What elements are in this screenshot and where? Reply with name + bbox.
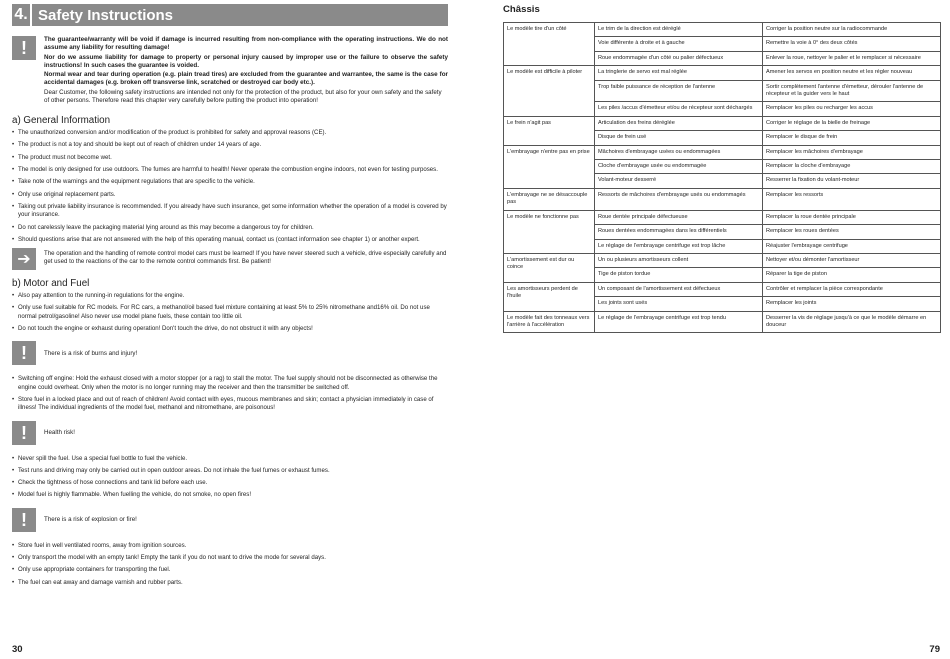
exclamation-icon: !: [12, 341, 36, 365]
cause-cell: Roue endommagée d'un côté ou palier défectueux: [595, 51, 763, 65]
remedy-cell: Desserrer la vis de réglage jusqu'à ce que le modèle démarre en douceur: [763, 311, 941, 333]
remedy-cell: Sortir complètement l'antenne d'émetteur, dérouler l'antenne de récepteur et la guider vers le haut: [763, 80, 941, 102]
motor-list-d: [12, 542, 448, 587]
section-title: Safety Instructions: [38, 6, 174, 24]
table-row: [504, 253, 941, 267]
list-item: • Only use original replacement parts.: [12, 191, 448, 199]
list-item: • Do not carelessly leave the packaging material lying around as this may become a dangerous toy for children.: [12, 224, 448, 232]
exclamation-icon: !: [12, 36, 36, 60]
troubleshooting-table: [503, 22, 941, 333]
remedy-cell: Réparer la tige de piston: [763, 268, 941, 282]
symptom-cell: Le modèle ne fonctionne pas: [504, 210, 595, 253]
list-item: • Should questions arise that are not answered with the help of this operating manual, contact us (contact information see chapter 1) or another expert.: [12, 236, 448, 244]
list-item: • Take note of the warnings and the equipment regulations that are specific to the vehicle.: [12, 178, 448, 186]
remedy-cell: Remplacer le disque de frein: [763, 131, 941, 145]
remedy-cell: Remettre la voie à 0° des deux côtés: [763, 37, 941, 51]
cause-cell: Disque de frein usé: [595, 131, 763, 145]
table-row: [504, 282, 941, 296]
operation-note: [12, 248, 448, 270]
list-item: • The product is not a toy and should be kept out of reach of children under 14 years of age.: [12, 141, 448, 149]
cause-cell: Un ou plusieurs amortisseurs collent: [595, 253, 763, 267]
table-row: [504, 311, 941, 333]
health-warning: [12, 421, 448, 445]
list-item: • Only use appropriate containers for transporting the fuel.: [12, 566, 448, 574]
warning-text: There is a risk of burns and injury!: [44, 349, 138, 357]
remedy-cell: Remplacer les piles ou recharger les accus: [763, 102, 941, 116]
remedy-cell: Nettoyer et/ou démonter l'amortisseur: [763, 253, 941, 267]
cause-cell: La tringlerie de servo est mal réglée: [595, 66, 763, 80]
section-header: [12, 4, 448, 26]
left-page: [12, 4, 448, 591]
remedy-cell: Resserrer la fixation du volant-moteur: [763, 174, 941, 188]
list-item: • The fuel can eat away and damage varnish and rubber parts.: [12, 579, 448, 587]
warning-paragraph: The guarantee/warranty will be void if damage is incurred resulting from non-compliance with the operating instructions. We do not assume any liability for resulting damage!: [44, 36, 448, 52]
general-info-list: [12, 129, 448, 244]
remedy-cell: Réajuster l'embrayage centrifuge: [763, 239, 941, 253]
motor-fuel-title: b) Motor and Fuel: [12, 278, 90, 290]
cause-cell: Mâchoires d'embrayage usées ou endommagées: [595, 145, 763, 159]
symptom-cell: L'embrayage n'entre pas en prise: [504, 145, 595, 188]
cause-cell: Voie différente à droite et à gauche: [595, 37, 763, 51]
list-item: • Store fuel in well ventilated rooms, away from ignition sources.: [12, 542, 448, 550]
list-item: • Never spill the fuel. Use a special fuel bottle to fuel the vehicle.: [12, 455, 448, 463]
symptom-cell: Le modèle est difficile à piloter: [504, 66, 595, 117]
cause-cell: Ressorts de mâchoires d'embrayage usés ou endommagés: [595, 188, 763, 210]
cause-cell: Volant-moteur desserré: [595, 174, 763, 188]
cause-cell: Tige de piston tordue: [595, 268, 763, 282]
cause-cell: Cloche d'embrayage usée ou endommagée: [595, 160, 763, 174]
general-info-title: a) General Information: [12, 115, 111, 127]
list-item: • The unauthorized conversion and/or modification of the product is prohibited for safety and approval reasons (CE).: [12, 129, 448, 137]
symptom-cell: L'amortissement est dur ou coince: [504, 253, 595, 282]
list-item: • The model is only designed for use outdoors. The fumes are harmful to health! Never operate the combustion engine indoors, not even for testing purposes.: [12, 166, 448, 174]
fire-warning: [12, 508, 448, 532]
motor-list-c: [12, 455, 448, 500]
cause-cell: Les joints sont usés: [595, 297, 763, 311]
remedy-cell: Corriger le réglage de la bielle de freinage: [763, 116, 941, 130]
page-number-left: 30: [12, 644, 23, 655]
note-text: The operation and the handling of remote control model cars must be learned! If you have never steered such a vehicle, drive especially carefully and get used to the reactions of the car to the remote control commands first. Be patient!: [44, 250, 447, 266]
table-row: [504, 145, 941, 159]
symptom-cell: Le modèle tire d'un côté: [504, 23, 595, 66]
exclamation-icon: !: [12, 421, 36, 445]
section-number: 4.: [12, 4, 32, 26]
remedy-cell: Remplacer les mâchoires d'embrayage: [763, 145, 941, 159]
warranty-warning: [12, 36, 448, 105]
remedy-cell: Enlever la roue, nettoyer le palier et le remplacer si nécessaire: [763, 51, 941, 65]
list-item: • Only use fuel suitable for RC models. For RC cars, a methanol/oil based fuel mixture containing at least 5% to 25% nitromethane and16% oil. Do not use normal petrol/gasoline! Also never use model plane fuels, these contain too little oil.: [12, 304, 448, 321]
list-item: • Model fuel is highly flammable. When fuelling the vehicle, do not smoke, no open fires!: [12, 491, 448, 499]
warning-text: Health risk!: [44, 429, 75, 437]
warning-text: There is a risk of explosion or fire!: [44, 516, 137, 524]
list-item: • Test runs and driving may only be carried out in open outdoor areas. Do not inhale the fuel fumes or exhaust fumes.: [12, 467, 448, 475]
cause-cell: Les piles /accus d'émetteur et/ou de récepteur sont déchargés: [595, 102, 763, 116]
cause-cell: Roue dentée principale défectueuse: [595, 210, 763, 224]
symptom-cell: Les amortisseurs perdent de l'huile: [504, 282, 595, 311]
remedy-cell: Contrôler et remplacer la pièce correspondante: [763, 282, 941, 296]
list-item: • Taking out private liability insurance is recommended. If you already have such insurance, get some information whether the operation of a model is covered by your insurance.: [12, 203, 448, 220]
list-item: • The product must not become wet.: [12, 154, 448, 162]
remedy-cell: Remplacer les ressorts: [763, 188, 941, 210]
arrow-right-icon: ➔: [12, 248, 36, 270]
remedy-cell: Remplacer la cloche d'embrayage: [763, 160, 941, 174]
table-row: [504, 23, 941, 37]
cause-cell: Un composant de l'amortissement est défectueux: [595, 282, 763, 296]
remedy-cell: Remplacer la roue dentée principale: [763, 210, 941, 224]
symptom-cell: Le modèle fait des tonneaux vers l'arrière à l'accélération: [504, 311, 595, 333]
warning-paragraph: Nor do we assume liability for damage to property or personal injury caused by improper use or the failure to observe the safety instructions! In such cases the guarantee is voided.: [44, 53, 448, 69]
chassis-title: Châssis: [503, 4, 540, 15]
motor-list-a: [12, 292, 448, 333]
cause-cell: Le trim de la direction est déréglé: [595, 23, 763, 37]
list-item: • Switching off engine: Hold the exhaust closed with a motor stopper (or a rag) to stall the motor. The fuel supply should not be disconnected as otherwise the engine could overheat. Only when the motor is no longer running may the receiver and then the transmitter be switched off.: [12, 375, 448, 392]
intro-text: Dear Customer, the following safety instructions are intended not only for the protection of the product, but also for your own safety and the safety of other persons. Therefore read this chapter very carefully before putting the product into operation!: [44, 88, 442, 104]
remedy-cell: Amener les servos en position neutre et les régler nouveau: [763, 66, 941, 80]
page-number-right: 79: [929, 644, 940, 655]
remedy-cell: Corriger la position neutre sur la radiocommande: [763, 23, 941, 37]
motor-list-b: [12, 375, 448, 412]
cause-cell: Roues dentées endommagées dans les différentiels: [595, 225, 763, 239]
cause-cell: Articulation des freins déréglée: [595, 116, 763, 130]
remedy-cell: Remplacer les roues dentées: [763, 225, 941, 239]
table-row: [504, 66, 941, 80]
cause-cell: Trop faible puissance de réception de l'antenne: [595, 80, 763, 102]
remedy-cell: Remplacer les joints: [763, 297, 941, 311]
list-item: • Only transport the model with an empty tank! Empty the tank if you do not want to drive the mode for several days.: [12, 554, 448, 562]
cause-cell: Le réglage de l'embrayage centrifuge est trop lâche: [595, 239, 763, 253]
table-row: [504, 116, 941, 130]
list-item: • Also pay attention to the running-in regulations for the engine.: [12, 292, 448, 300]
right-page: [503, 4, 940, 333]
table-row: [504, 210, 941, 224]
burn-warning: [12, 341, 448, 365]
symptom-cell: L'embrayage ne se désaccouple pas: [504, 188, 595, 210]
list-item: • Do not touch the engine or exhaust during operation! Don't touch the drive, do not obstruct it with any objects!: [12, 325, 448, 333]
list-item: • Check the tightness of hose connections and tank lid before each use.: [12, 479, 448, 487]
exclamation-icon: !: [12, 508, 36, 532]
list-item: • Store fuel in a locked place and out of reach of children! Avoid contact with eyes, mucous membranes and skin; contact a physician immediately in case of illness! The individual ingredients of the model fuel, methanol and nitromethane, are poisonous!: [12, 396, 448, 413]
table-row: [504, 188, 941, 210]
cause-cell: Le réglage de l'embrayage centrifuge est trop tendu: [595, 311, 763, 333]
symptom-cell: Le frein n'agit pas: [504, 116, 595, 145]
warning-paragraph: Normal wear and tear during operation (e.g. plain tread tires) are excluded from the guarantee and warrantee, the same is the case for accidental damages (e.g. broken off transverse link, scratched or destroyed car body etc.).: [44, 71, 448, 87]
